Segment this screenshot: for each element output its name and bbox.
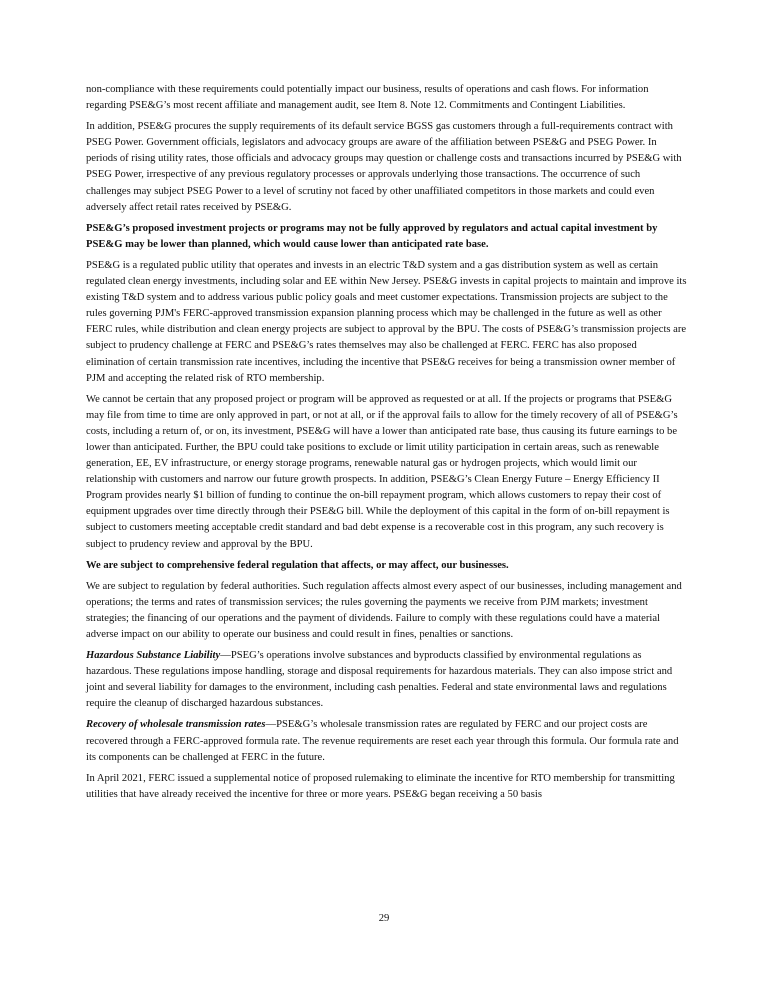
paragraph-ferc-notice: In April 2021, FERC issued a supplemental notice of proposed rulemaking to eliminate the incentive for RTO membership for transmitting utilities that have already received the incentive for three or more years. PSE&G began receiving a 50 basis [86, 772, 675, 800]
page-number: 29 [378, 913, 390, 924]
body-hazardous-substance: —PSEG’s operations involve substances and byproducts classified by environmental regulations as hazardous. These regulations impose handling, storage and disposal requirements for hazardous materials. They can also impose strict and joint and several liability for damages to the environment, including cash penalties. Federal and state environmental laws and regulations require the cleanup of discharged hazardous substances. [86, 650, 673, 710]
document-body [86, 82, 687, 808]
paragraph-federal-authorities: We are subject to regulation by federal authorities. Such regulation affects almost every aspect of our businesses, including management and operations; the terms and rates of transmission services; the rules governing the payments we receive from PJM markets; investment strategies; the financing of our operations and the payment of dividends. Failure to comply with these regulations could have a material adverse impact on our ability to operate our business and could result in fines, penalties or sanctions. [86, 580, 682, 640]
paragraph-regulated-utility: PSE&G is a regulated public utility that operates and invests in an electric T&D system and a gas distribution system as well as certain regulated clean energy investments, including solar and EE within New Jersey. PSE&G invests in capital projects to maintain and improve its existing T&D system and to address various public policy goals and meet customer expectations. Transmission projects are subject to the rules governing PJM's FERC-approved transmission expansion planning process which may be challenged in the future as well as other FERC rules, while distribution and clean energy projects are subject to approval by the BPU. The costs of PSE&G’s transmission projects are subject to prudency challenge at FERC and PSE&G’s rates themselves may also be challenged at FERC. FERC has also proposed elimination of certain transmission rate incentives, including the incentive that PSE&G receives for being a transmission owner member of PJM and accepting the related risk of RTO membership. [86, 259, 687, 384]
lead-hazardous-substance: Hazardous Substance Liability [86, 650, 221, 662]
paragraph-bgss-supply: In addition, PSE&G procures the supply requirements of its default service BGSS gas customers through a full-requirements contract with PSEG Power. Government officials, legislators and advocacy groups are aware of the affiliation between PSE&G and PSEG Power. In periods of rising utility rates, those officials and advocacy groups may question or challenge costs and transactions incurred by PSE&G with PSEG Power, irrespective of any previous regulatory processes or approvals underlying those transactions. The occurrence of such challenges may subject PSEG Power to a level of scrutiny not faced by other unaffiliated competitors in those markets and could even adversely affect retail rates received by PSE&G. [86, 121, 682, 213]
paragraph-project-approval: We cannot be certain that any proposed project or program will be approved as requested or at all. If the projects or programs that PSE&G may file from time to time are only approved in part, or not at all, or if the approval fails to allow for the timely recovery of all of PSE&G’s costs, including a return of, or on, its investment, PSE&G will have a lower than anticipated rate base, thus causing its future earnings to be lower than anticipated. Further, the BPU could take positions to exclude or limit utility participation in certain areas, such as renewable generation, EE, EV infrastructure, or energy storage programs, renewable natural gas or hydrogen projects, which would limit our relationship with customers and narrow our future growth prospects. In addition, PSE&G’s Clean Energy Future – Energy Efficiency II Program provides nearly $1 billion of funding to continue the on-bill repayment program, which allows customers to repay their cost of equipment upgrades over time directly through their PSE&G bill. While the deployment of this capital in the form of on-bill repayment is subject to customers meeting acceptable credit standard and bad debt expense is a recoverable cost in this program, any such recovery is subject to prudency review and approval by the BPU. [86, 393, 678, 550]
paragraph-affiliate-audit: non-compliance with these requirements could potentially impact our business, results of operations and cash flows. For information regarding PSE&G’s most recent affiliate and management audit, see Item 8. Note 12. Commitments and Contingent Liabilities. [86, 84, 649, 112]
heading-federal-regulation: We are subject to comprehensive federal regulation that affects, or may affect, our businesses. [86, 559, 509, 571]
body-wholesale-transmission: —PSE&G’s wholesale transmission rates are regulated by FERC and our project costs are recovered through a FERC-approved formula rate. The revenue requirements are reset each year through this formula. Our formula rate and its components can be challenged at FERC in the future. [86, 719, 679, 763]
lead-wholesale-transmission: Recovery of wholesale transmission rates [86, 719, 266, 731]
paragraph-wholesale-transmission [86, 717, 687, 765]
heading-investment-projects: PSE&G’s proposed investment projects or programs may not be fully approved by regulators and actual capital investment by PSE&G may be lower than planned, which would cause lower than anticipated rate base. [86, 222, 658, 250]
paragraph-hazardous-substance [86, 648, 687, 712]
